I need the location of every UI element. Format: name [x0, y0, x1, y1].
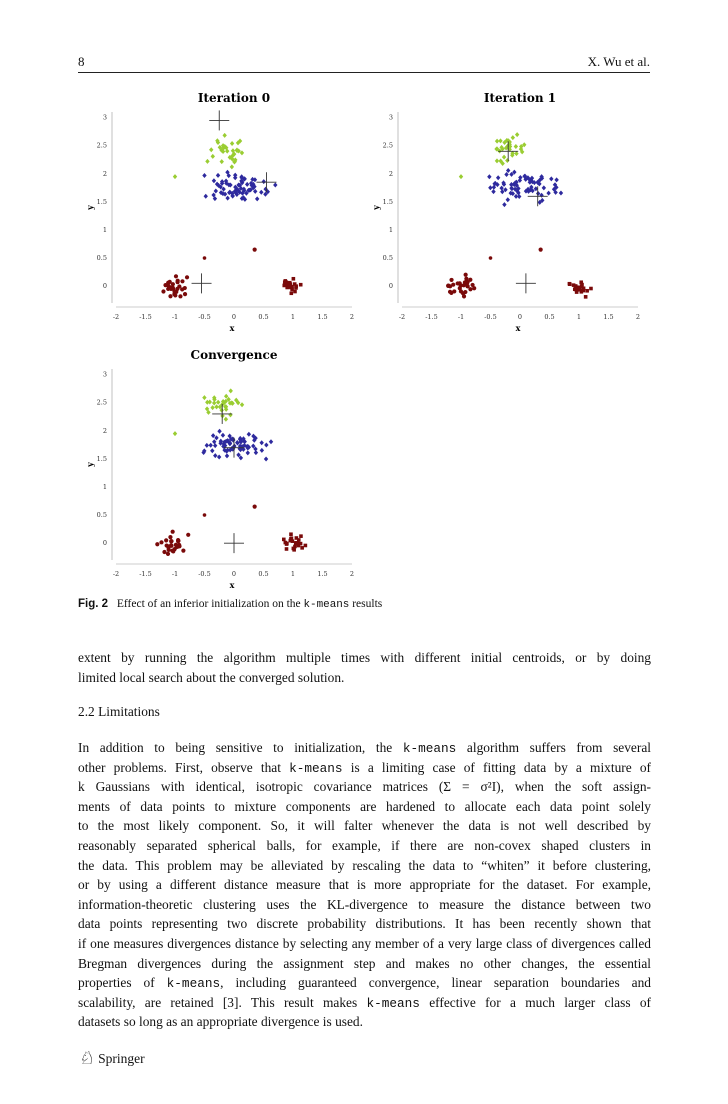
data-point: [285, 547, 289, 551]
x-tick-label: 1: [290, 570, 296, 578]
y-tick-label: 0.5: [382, 254, 393, 263]
data-point: [214, 435, 218, 440]
x-tick-label: -2: [112, 570, 120, 578]
text-line: limited local search about the converged solution.: [78, 669, 345, 685]
y-tick-label: 2.5: [382, 141, 393, 150]
data-point: [175, 545, 179, 549]
x-tick-label: 0: [517, 313, 523, 321]
data-point: [170, 549, 174, 553]
data-point: [282, 538, 286, 542]
data-point: [175, 280, 179, 284]
data-point: [574, 284, 578, 288]
data-point: [212, 178, 216, 183]
text-line: data points representing two discrete probability distributions. It has been recently shown that: [78, 916, 651, 932]
text-line: In addition to being sensitive to initialization, the k-means algorithm suffers from several: [78, 740, 651, 756]
springer-logo-icon: ♘: [78, 1048, 95, 1068]
data-point: [542, 185, 546, 190]
data-point: [262, 179, 266, 184]
data-point: [546, 191, 550, 196]
data-point: [221, 433, 225, 438]
data-point: [222, 133, 226, 138]
data-point: [253, 248, 257, 252]
data-point: [289, 532, 293, 536]
data-point: [168, 535, 172, 539]
data-point: [181, 549, 185, 553]
y-tick-label: 1.5: [382, 197, 393, 206]
x-tick-label: -0.5: [198, 313, 211, 321]
text-line: datasets so long as an appropriate divergence is used.: [78, 1014, 363, 1030]
y-tick-label: 3: [102, 370, 107, 379]
data-point: [214, 189, 218, 194]
data-point: [296, 541, 300, 545]
data-point: [253, 505, 257, 509]
y-tick-label: 1.5: [96, 197, 107, 206]
text-line: k Gaussians with identical, isotropic covariance matrices (Σ = σ²I), when the soft assign-: [78, 779, 651, 795]
data-point: [549, 176, 553, 181]
y-tick-label: 0.5: [96, 254, 107, 263]
plot-iteration-0: [82, 88, 362, 338]
data-point: [202, 395, 206, 400]
data-point: [209, 147, 213, 152]
data-point: [290, 285, 294, 289]
data-point: [491, 189, 495, 194]
data-point: [585, 289, 589, 293]
plot-iteration-1: [368, 88, 648, 338]
plot-convergence: [82, 345, 362, 595]
data-point: [168, 294, 172, 298]
data-point: [580, 290, 584, 294]
x-tick-label: 2: [635, 313, 641, 321]
data-point: [162, 550, 166, 554]
data-point: [292, 547, 296, 551]
y-tick-label: 3: [102, 113, 107, 122]
data-point: [264, 443, 268, 448]
data-point: [539, 248, 543, 252]
data-point: [204, 194, 208, 199]
data-point: [169, 539, 173, 543]
data-point: [240, 402, 244, 407]
data-point: [295, 536, 299, 540]
data-point: [173, 174, 177, 179]
x-axis-label: x: [515, 323, 521, 333]
data-point: [578, 286, 582, 290]
data-point: [230, 164, 234, 169]
data-point: [470, 283, 474, 287]
paragraph-1: [78, 648, 651, 687]
x-tick-label: 1: [290, 313, 296, 321]
data-point: [459, 174, 463, 179]
data-point: [502, 155, 506, 160]
data-point: [205, 159, 209, 164]
data-point: [225, 453, 229, 458]
data-point: [488, 185, 492, 190]
plot-title: Iteration 0: [197, 91, 271, 105]
data-point: [178, 294, 182, 298]
y-axis-label: y: [371, 205, 381, 210]
data-point: [259, 190, 263, 195]
section-heading: 2.2 Limitations: [78, 704, 160, 719]
text-line: scalability, are retained [3]. This result makes k-means effective for a much larger class of: [78, 994, 651, 1011]
x-tick-label: -1.5: [139, 313, 152, 321]
data-point: [203, 256, 207, 260]
figure-caption: [78, 598, 658, 611]
data-point: [502, 202, 506, 207]
data-point: [177, 284, 181, 288]
x-tick-label: -1: [171, 313, 179, 321]
x-tick-label: 1.5: [603, 313, 614, 321]
data-point: [208, 400, 212, 405]
x-tick-label: 1.5: [317, 313, 328, 321]
text-line: other problems. First, observe that k-means is a limiting case of fitting data by a mixture of: [78, 759, 651, 776]
data-point: [224, 417, 228, 422]
caption-text-pre: Effect of an inferior initialization on the: [116, 598, 301, 610]
x-tick-label: -2: [112, 313, 120, 321]
x-tick-label: -1: [457, 313, 465, 321]
text-line: extent by running the algorithm multiple times with different initial centroids, or by doing: [78, 650, 651, 665]
y-tick-label: 0.5: [96, 511, 107, 520]
data-point: [300, 546, 304, 550]
x-axis-label: x: [229, 580, 235, 590]
data-point: [212, 439, 216, 444]
data-point: [164, 538, 168, 542]
data-point: [211, 154, 215, 159]
data-point: [183, 292, 187, 296]
plot-title: Iteration 1: [483, 91, 557, 105]
data-point: [210, 405, 214, 410]
y-tick-label: 0: [102, 282, 107, 291]
data-point: [514, 151, 518, 156]
data-point: [573, 287, 577, 291]
data-point: [171, 530, 175, 534]
y-axis-label: y: [85, 462, 95, 467]
x-tick-label: 0.5: [544, 313, 555, 321]
y-tick-label: 2.5: [96, 141, 107, 150]
data-point: [582, 286, 586, 290]
y-tick-label: 3: [388, 113, 393, 122]
data-point: [515, 132, 519, 137]
data-point: [216, 400, 220, 405]
x-tick-label: 1.5: [317, 570, 328, 578]
data-point: [273, 183, 277, 188]
data-point: [211, 433, 215, 438]
data-point: [496, 175, 500, 180]
data-point: [580, 283, 584, 287]
data-point: [464, 277, 468, 281]
x-tick-label: -0.5: [484, 313, 497, 321]
data-point: [487, 174, 491, 179]
data-point: [464, 273, 468, 277]
data-point: [212, 400, 216, 405]
data-point: [205, 443, 209, 448]
data-point: [584, 295, 588, 299]
x-tick-label: -0.5: [198, 570, 211, 578]
data-point: [216, 173, 220, 178]
data-point: [220, 159, 224, 164]
x-tick-label: 2: [349, 570, 355, 578]
data-point: [255, 196, 259, 201]
text-line: or by using a different distance measure that is more appropriate for the dataset. For example,: [78, 877, 651, 893]
data-point: [202, 173, 206, 178]
x-tick-label: 0: [231, 570, 237, 578]
running-authors: X. Wu et al.: [587, 54, 650, 69]
caption-label: Fig. 2: [78, 598, 109, 610]
data-point: [235, 440, 239, 445]
data-point: [554, 177, 558, 182]
data-point: [514, 144, 518, 149]
data-point: [166, 546, 170, 550]
data-point: [589, 287, 593, 291]
data-point: [214, 404, 218, 409]
text-line: reasonably separated spherical balls, for example, if there are non-covex shaped clusters in: [78, 837, 651, 853]
data-point: [299, 534, 303, 538]
text-line: the data. This problem may be alleviated by rescaling the data to “whiten” it before clustering,: [78, 857, 651, 873]
y-tick-label: 0: [388, 282, 393, 291]
data-point: [225, 196, 229, 201]
data-point: [180, 279, 184, 283]
data-point: [217, 455, 221, 460]
x-tick-label: -2: [398, 313, 406, 321]
publisher-footer: [78, 1048, 145, 1069]
data-point: [228, 412, 232, 417]
data-point: [514, 194, 518, 199]
caption-code: k-means: [303, 599, 350, 611]
data-point: [209, 443, 213, 448]
x-tick-label: -1: [171, 570, 179, 578]
x-tick-label: 2: [349, 313, 355, 321]
x-axis-label: x: [229, 323, 235, 333]
data-point: [462, 283, 466, 287]
data-point: [299, 283, 303, 287]
data-point: [506, 197, 510, 202]
page-number: 8: [78, 54, 85, 69]
data-point: [174, 274, 178, 278]
text-line: Bregman divergences during the assignment step and makes no other changes, the essential: [78, 955, 651, 971]
caption-text-post: results: [352, 598, 383, 610]
data-point: [161, 289, 165, 293]
data-point: [511, 135, 515, 140]
publisher-name: Springer: [98, 1050, 145, 1066]
data-point: [213, 453, 217, 458]
y-tick-label: 2.5: [96, 398, 107, 407]
paragraph-2: [78, 738, 651, 1032]
data-point: [289, 537, 293, 541]
data-point: [260, 448, 264, 453]
data-point: [176, 538, 180, 542]
data-point: [489, 256, 493, 260]
data-point: [269, 439, 273, 444]
data-point: [183, 286, 187, 290]
data-point: [292, 277, 296, 281]
data-point: [283, 279, 287, 283]
text-line: if one measures divergences distance by selecting any member of a very large class of divergences called: [78, 935, 651, 951]
y-tick-label: 1: [388, 225, 393, 234]
y-tick-label: 2: [102, 426, 107, 435]
data-point: [217, 429, 221, 434]
data-point: [294, 286, 298, 290]
data-point: [284, 282, 288, 286]
data-point: [264, 456, 268, 461]
data-point: [246, 450, 250, 455]
data-point: [203, 513, 207, 517]
data-point: [304, 544, 308, 548]
data-point: [185, 275, 189, 279]
data-point: [449, 278, 453, 282]
data-point: [448, 290, 452, 294]
y-tick-label: 2: [388, 169, 393, 178]
data-point: [495, 158, 499, 163]
y-tick-label: 0: [102, 539, 107, 548]
data-point: [247, 432, 251, 437]
data-point: [210, 448, 214, 453]
x-tick-label: -1.5: [139, 570, 152, 578]
data-point: [498, 138, 502, 143]
data-point: [230, 141, 234, 146]
data-point: [173, 293, 177, 297]
x-tick-label: 0.5: [258, 313, 269, 321]
x-tick-label: 0: [231, 313, 237, 321]
data-point: [461, 291, 465, 295]
data-point: [166, 281, 170, 285]
data-point: [465, 284, 469, 288]
data-point: [289, 291, 293, 295]
text-line: information-theoretic clustering uses the KL-divergence to measure the distance between two: [78, 896, 651, 912]
text-line: properties of k-means, including guaranteed convergence, linear separation boundaries and: [78, 975, 651, 992]
plot-title: Convergence: [190, 348, 278, 362]
text-line: to the most likely component. So, it will falter whenever the data is not well described by: [78, 818, 651, 834]
data-point: [159, 540, 163, 544]
data-point: [285, 542, 289, 546]
x-tick-label: 0.5: [258, 570, 269, 578]
x-tick-label: 1: [576, 313, 582, 321]
x-tick-label: -1.5: [425, 313, 438, 321]
data-point: [505, 158, 509, 163]
text-line: ments of data points to mixture components are hardened to allocate each data point solely: [78, 798, 651, 814]
y-tick-label: 1.5: [96, 454, 107, 463]
data-point: [155, 542, 159, 546]
data-point: [559, 191, 563, 196]
data-point: [233, 173, 237, 178]
data-point: [568, 282, 572, 286]
data-point: [458, 281, 462, 285]
y-tick-label: 1: [102, 482, 107, 491]
data-point: [451, 283, 455, 287]
y-tick-label: 2: [102, 169, 107, 178]
data-point: [446, 283, 450, 287]
data-point: [245, 182, 249, 187]
y-axis-label: y: [85, 205, 95, 210]
data-point: [186, 533, 190, 537]
data-point: [173, 431, 177, 436]
data-point: [229, 388, 233, 393]
data-point: [213, 443, 217, 448]
data-point: [168, 285, 172, 289]
running-header: [78, 52, 650, 73]
data-point: [259, 440, 263, 445]
y-tick-label: 1: [102, 225, 107, 234]
data-point: [499, 186, 503, 191]
